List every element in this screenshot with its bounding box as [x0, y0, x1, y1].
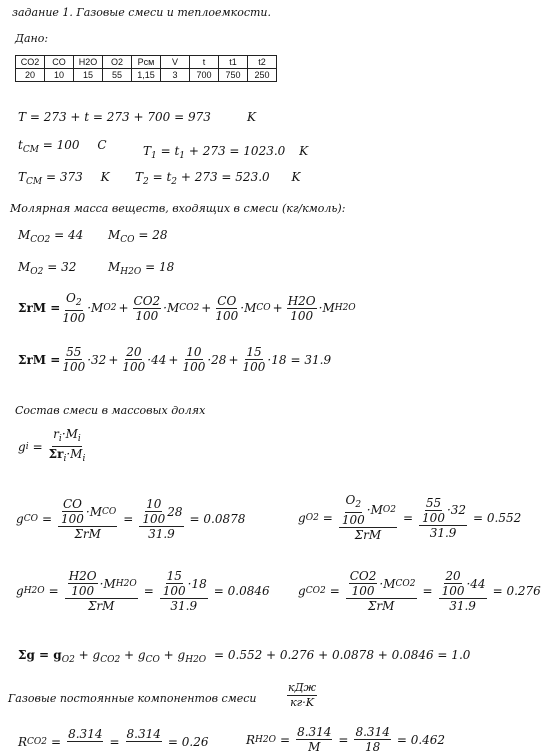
eq-tcm: $t_{CM} = 100$ C: [18, 138, 107, 155]
eq-g-co2: g CO2 = CO2 100 ·M CO2 ΣrM = 20 100 ·44 31.9 = 0.276: [298, 569, 541, 613]
table-value-cell: 15: [74, 69, 103, 82]
assignment-title: задание 1. Газовые смеси и теплоемкости.: [12, 6, 272, 19]
given-table: [15, 55, 277, 82]
eq-g-o2: g O2 = $O_2$ 100 ·M O2 ΣrM = 55 100 ·32 31.9 = 0.552: [298, 493, 522, 542]
eq-t2: $T_2 = t_2 + 273 = 523.0$ K: [135, 170, 301, 187]
table-header-row: [16, 56, 277, 69]
table-header-cell: CO2: [16, 56, 45, 69]
eq-sum-rm-symbolic: ΣrM = $\frac{O_2}{100}$ ·M O2 + $\frac{CO2}{100}$ ·M CO2 + $\frac{CO}{100}$ ·M CO + $\frac{H2O}{100}$ ·M H2O: [18, 291, 356, 325]
gas-heading: Газовые постоянные компонентов смеси: [8, 692, 257, 705]
table-value-cell: 1,15: [132, 69, 161, 82]
unit-fraction: кДж кг·K: [288, 681, 317, 709]
table-value-cell: 250: [248, 69, 277, 82]
eq-tcm-kelvin: $T_{CM} = 373$ K: [18, 170, 110, 187]
molar-co: $M_{CO} = 28$: [108, 228, 168, 245]
table-value-cell: 700: [190, 69, 219, 82]
eq-r-h2o: R H2O = $\frac{8.314}{M}$ = $\frac{8.314}{18}$ = 0.462: [246, 725, 446, 754]
table-header-cell: H2O: [74, 56, 103, 69]
molar-co2: $M_{CO2} = 44$: [18, 228, 84, 245]
table-value-cell: 20: [16, 69, 45, 82]
table-value-cell: 750: [219, 69, 248, 82]
eq-temperature-unit: K: [247, 110, 256, 124]
eq-gi: g i = $r_i\cdot M_i$ $\Sigma r_i\cdot M_i$: [18, 427, 86, 464]
molar-o2: $M_{O2} = 32$: [18, 260, 77, 277]
table-value-cell: 3: [161, 69, 190, 82]
eq-sum-rm-numeric: ΣrM = $\frac{55}{100}$ ·32 + $\frac{20}{100}$ ·44 + $\frac{10}{100}$ ·28 + $\frac{15}{100}$ ·18 = 31.9: [18, 345, 332, 374]
table-value-cell: 10: [45, 69, 74, 82]
table-header-cell: t: [190, 56, 219, 69]
table-value-cell: 55: [103, 69, 132, 82]
table-header-cell: t1: [219, 56, 248, 69]
eq-g-co: g CO = CO 100 ·M CO ΣrM = 10 100 28 31.9 = 0.0878: [16, 497, 246, 541]
table-header-cell: t2: [248, 56, 277, 69]
eq-g-h2o: g H2O = H2O 100 ·M H2O ΣrM = 15 100 ·18 31.9 = 0.0846: [16, 569, 270, 613]
mass-heading: Состав смеси в массовых долях: [15, 404, 206, 417]
eq-sum-g: $\Sigma g = g_{O2} + g_{CO2} + g_{CO} + g_{H2O} = 0.552 + 0.276 + 0.0878 + 0.0846 = 1.0$: [18, 648, 471, 665]
eq-r-co2: R CO2 = 8.314 = 8.314 = 0.26: [18, 727, 209, 749]
table-value-row: [16, 69, 277, 82]
molar-h2o: $M_{H2O} = 18$: [108, 260, 175, 277]
table-header-cell: Pсм: [132, 56, 161, 69]
molar-heading: Молярная масса веществ, входящих в смеси (кг/кмоль):: [10, 202, 346, 215]
table-header-cell: V: [161, 56, 190, 69]
eq-t1: $T_1 = t_1 + 273 = 1023.0$ K: [143, 144, 309, 161]
eq-temperature: T = 273 + t = 273 + 700 = 973: [18, 110, 211, 124]
given-label: Дано:: [15, 32, 49, 45]
table-header-cell: O2: [103, 56, 132, 69]
table-header-cell: CO: [45, 56, 74, 69]
